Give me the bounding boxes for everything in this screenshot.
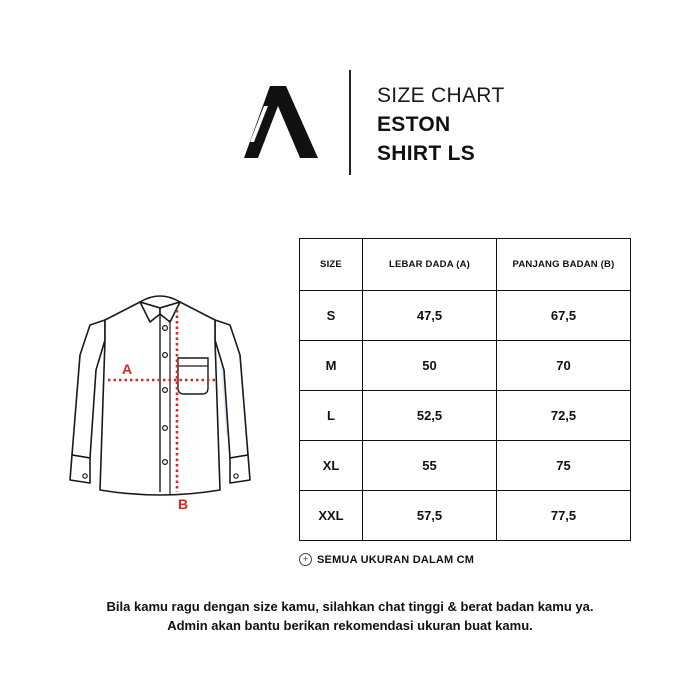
cell-length: 67,5 [497, 291, 631, 341]
title-size-chart: SIZE CHART [377, 84, 505, 107]
title-product-type: SHIRT LS [377, 142, 476, 165]
header-body-length: PANJANG BADAN (B) [497, 239, 631, 291]
header-size: SIZE [300, 239, 363, 291]
unit-note [299, 553, 474, 566]
table-row [300, 341, 631, 391]
cell-length: 75 [497, 441, 631, 491]
footer-message [0, 597, 700, 635]
cell-size: L [300, 391, 363, 441]
cell-size: XXL [300, 491, 363, 541]
shirt-diagram [60, 280, 260, 520]
cell-chest: 57,5 [363, 491, 497, 541]
brand-logo [244, 86, 318, 158]
table-header-row [300, 239, 631, 291]
cell-chest: 55 [363, 441, 497, 491]
cell-size: S [300, 291, 363, 341]
table-row [300, 391, 631, 441]
table-row [300, 441, 631, 491]
plus-circle-icon: + [299, 553, 312, 566]
cell-length: 70 [497, 341, 631, 391]
unit-note-text: SEMUA UKURAN DALAM CM [317, 553, 475, 566]
cell-chest: 52,5 [363, 391, 497, 441]
cell-length: 72,5 [497, 391, 631, 441]
footer-line-1: Bila kamu ragu dengan size kamu, silahkan chat tinggi & berat badan kamu ya. [106, 599, 594, 614]
header-chest-width: LEBAR DADA (A) [363, 239, 497, 291]
title-product-name: ESTON [377, 113, 451, 136]
label-b: B [178, 496, 189, 512]
cell-size: M [300, 341, 363, 391]
table-row [300, 291, 631, 341]
cell-chest: 50 [363, 341, 497, 391]
header-divider [349, 70, 351, 175]
cell-length: 77,5 [497, 491, 631, 541]
label-a: A [122, 361, 133, 377]
footer-line-2: Admin akan bantu berikan rekomendasi ukuran buat kamu. [167, 618, 533, 633]
size-table [299, 238, 631, 541]
table-row [300, 491, 631, 541]
cell-size: XL [300, 441, 363, 491]
cell-chest: 47,5 [363, 291, 497, 341]
